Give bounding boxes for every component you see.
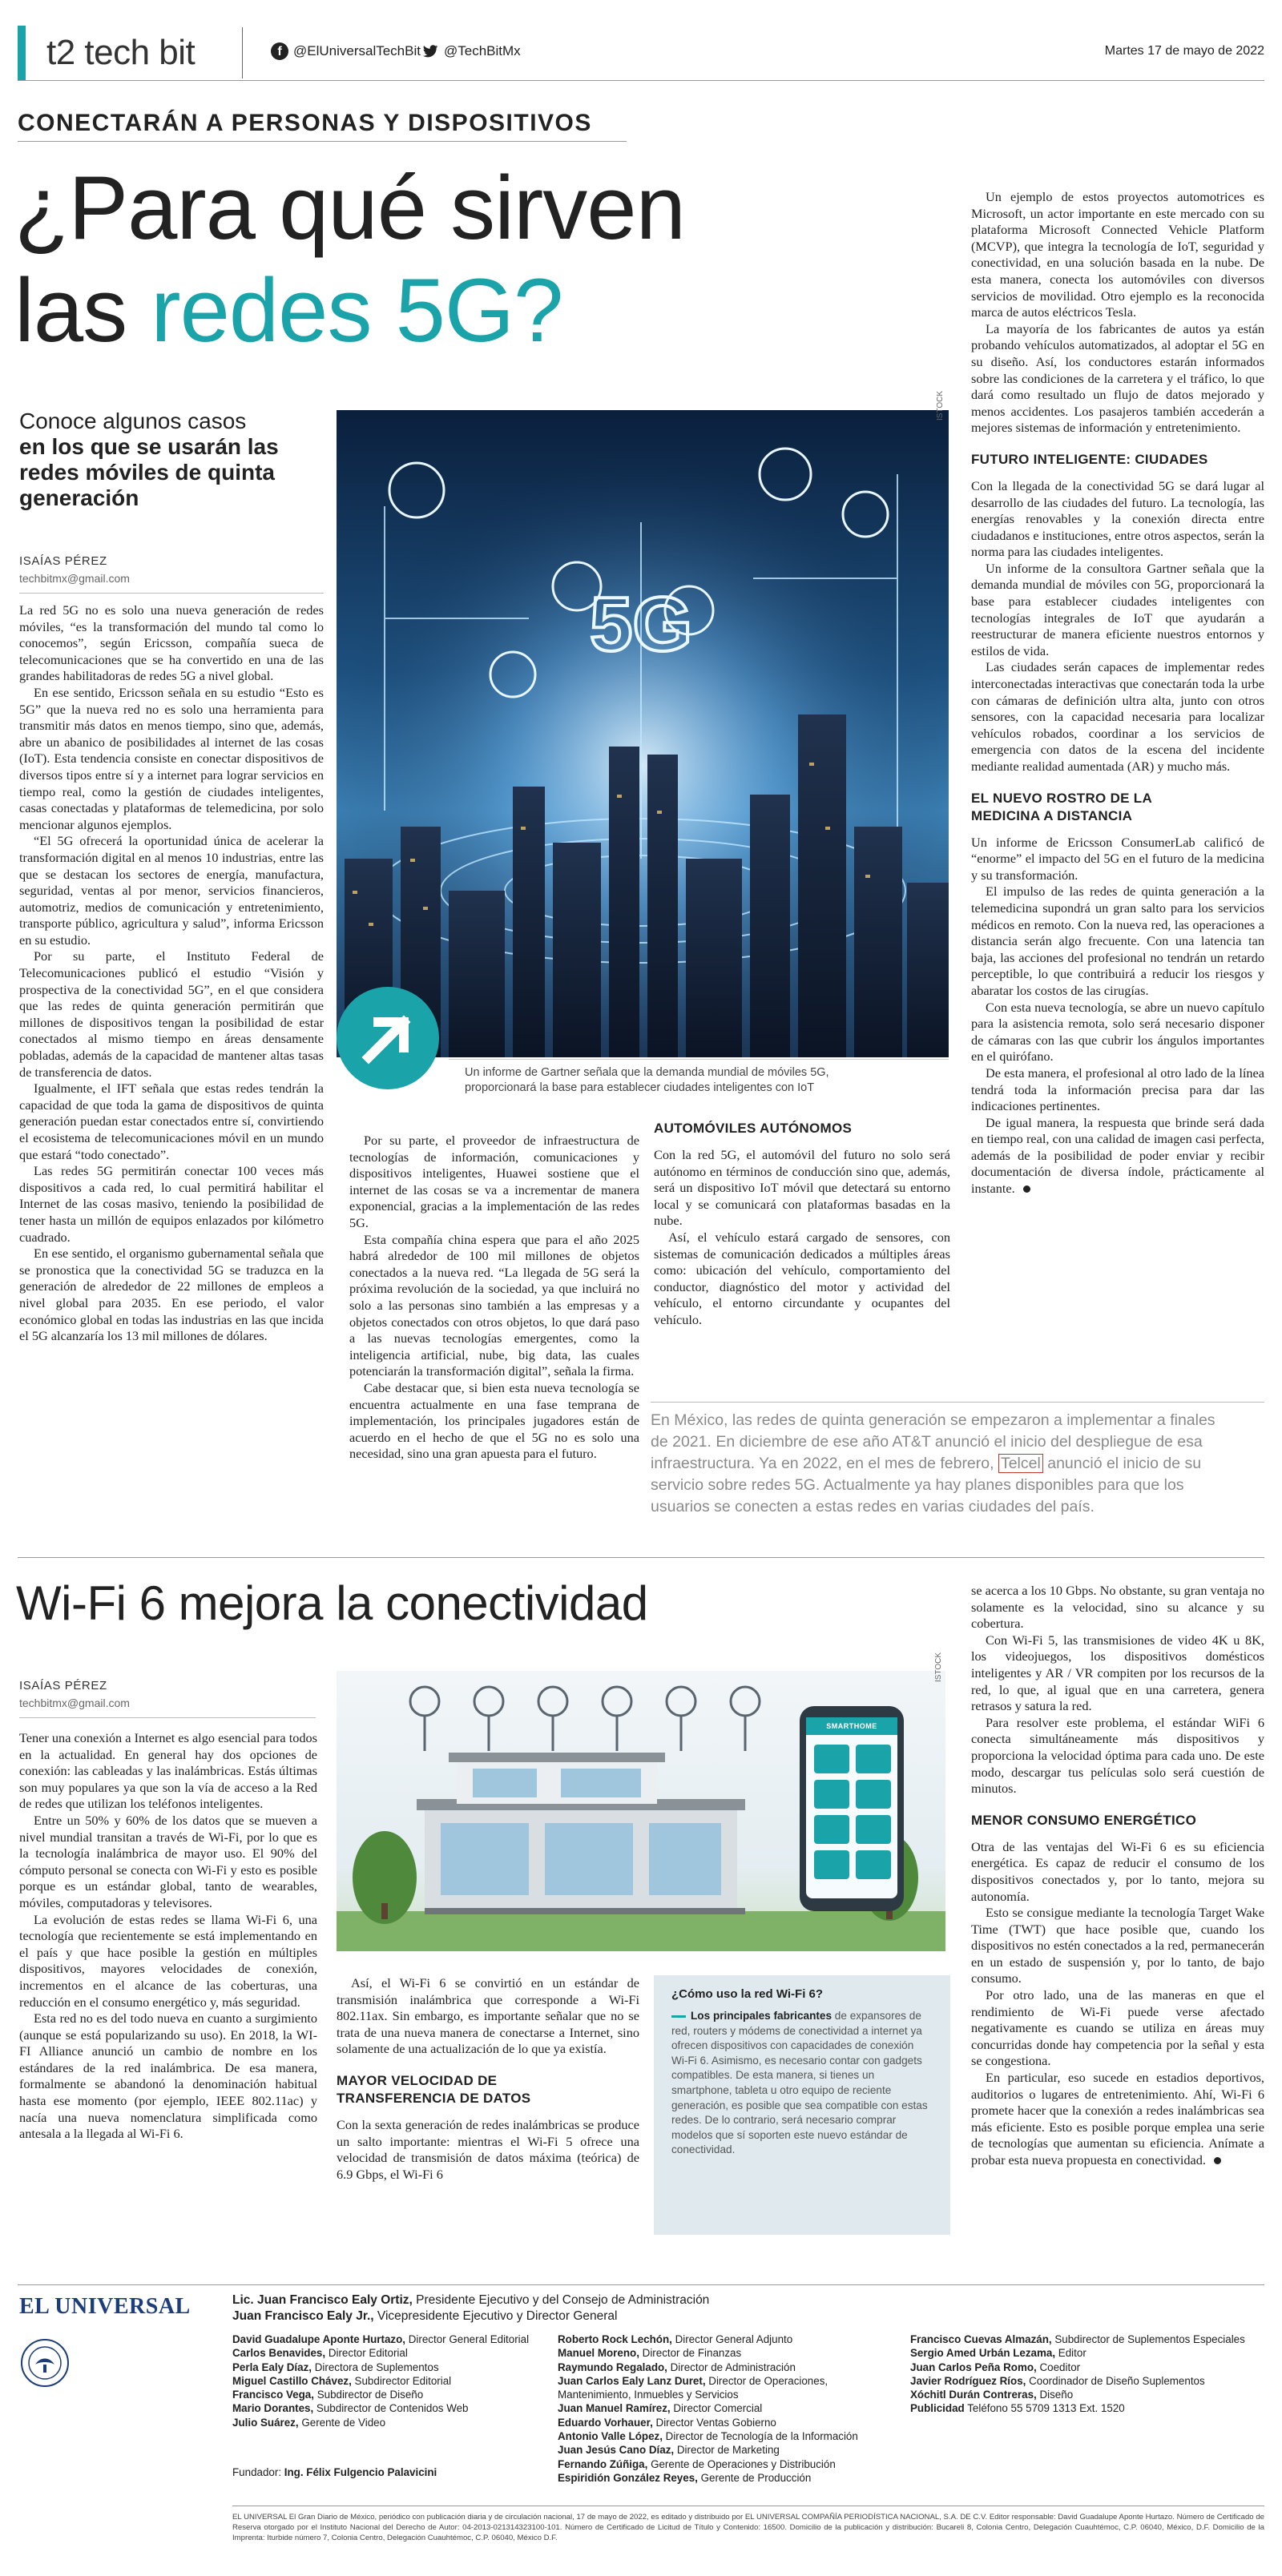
article2-paragraph: Por otro lado, una de las maneras en que el rendimiento de Wi-Fi puede verse afectado negativamente es cuando se utiliza en áreas muy concurridas donde hay competencia por la señal y esta se congestiona.	[971, 1987, 1264, 2069]
article-title	[14, 157, 685, 362]
subhead-velocidad	[337, 2072, 639, 2107]
subhead-medicina-line2: MEDICINA A DISTANCIA	[971, 807, 1133, 823]
article1-column-1	[19, 602, 324, 1345]
end-mark-icon	[1214, 2157, 1221, 2164]
tip-box-title: ¿Cómo uso la red Wi-Fi 6?	[671, 1987, 824, 2001]
staff-role: Teléfono 55 5709 1313 Ext. 1520	[964, 2402, 1125, 2415]
byline	[19, 553, 130, 586]
article1-paragraph: Con esta nueva tecnología, se abre un nuevo capítulo para la asistencia remota, solo será necesario disponer de cámaras con las que cubrir los ángulos importantes en el quirófano.	[971, 999, 1264, 1065]
staff-role: Subdirector Editorial	[351, 2374, 452, 2387]
section-accent-bar	[18, 26, 26, 80]
article1-column-4	[971, 189, 1264, 1197]
masthead-col-3	[910, 2332, 1264, 2416]
hero-cityscape	[337, 410, 949, 1057]
article1-last-paragraph-text: De igual manera, la respuesta que brinde será dada en tiempo real, con una calidad de imagen casi perfecta, además de la posibilidad de poder enviar y recibir documentación de diversa índole, prácticamente al instante.	[971, 1114, 1264, 1197]
staff-role: Director Ventas Gobierno	[652, 2416, 776, 2429]
tip-box-text	[671, 2009, 933, 2158]
masthead-col-1	[232, 2332, 537, 2429]
header-divider	[242, 27, 243, 78]
subhead-autonomos: AUTOMÓVILES AUTÓNOMOS	[654, 1121, 853, 1136]
staff-entry	[232, 2361, 537, 2374]
callout-text-after: anunció el inicio de su servicio sobre redes 5G. Actualmente ya hay planes disponibles para que los usuarios se conecten a estas redes en varias ciudades del país.	[651, 1455, 1202, 1515]
subhead-consumo: MENOR CONSUMO ENERGÉTICO	[971, 1812, 1197, 1828]
author-name: ISAÍAS PÉREZ	[19, 554, 107, 568]
mexico-5g-callout	[651, 1410, 1228, 1518]
byline-rule	[19, 593, 324, 594]
staff-name: Francisco Vega,	[232, 2389, 314, 2401]
el-universal-logo: EL UNIVERSAL	[19, 2294, 191, 2319]
article1-paragraph: Esta compañía china espera que para el año 2025 habrá alrededor de 100 mil millones de objetos conectados a la nueva red. “La llegada de 5G será la próxima revolución de la sociedad, ya que incluirá no solo a las personas sino también a las empresas y a objetos conectados con otros objetos, lo que dará paso a las nuevas tecnologías emergentes, como la inteligencia artificial, nube, big data, las cuales potenciarán la transformación digital”, señala la firma.	[349, 1231, 639, 1379]
article1-paragraph: Con la red 5G, el automóvil del futuro no solo será autónomo en términos de conducción sino que, además, será un dispositivo IoT móvil que detectará su entorno local y se comunicará con plataformas basadas en la nube.	[654, 1147, 950, 1229]
photo-credit-2: ISTOCK	[934, 1652, 943, 1682]
article1-paragraph: Las redes 5G permitirán conectar 100 veces más dispositivos a cada red, lo cual permitirá habilitar el Internet de las cosas masivo, teniendo la posibilidad de tener hasta un millón de equipos enlazados por kilómetro cuadrado.	[19, 1163, 324, 1245]
article-title-line2	[14, 260, 685, 362]
facebook-handle[interactable]	[271, 40, 421, 62]
wifi6-tip-box	[654, 1975, 950, 2235]
article2-paragraph: Con Wi-Fi 5, las transmisiones de video 4K u 8K, los videojuegos, los dispositivos domésticos inteligentes y AR / VR compiten por los recursos de la red, lo que, al igual que en una carretera, genera retrasos y satura la red.	[971, 1632, 1264, 1714]
staff-entry	[232, 2374, 537, 2388]
hero-image	[337, 410, 949, 1057]
staff-entry	[232, 2346, 537, 2360]
byline-2	[19, 1677, 130, 1711]
staff-role: Editor	[1055, 2347, 1086, 2360]
staff-entry	[910, 2346, 1264, 2360]
facebook-icon: f	[271, 42, 288, 60]
arrow-up-right-icon	[337, 987, 439, 1089]
staff-name: Carlos Benavides,	[232, 2347, 326, 2360]
article1-paragraph: Por su parte, el proveedor de infraestructura de tecnologías de información, comunicaciones y dispositivos inteligentes, Huawei sostiene que el internet de las cosas se va a incrementar de manera exponencial, gracias a la implementación de las redes 5G.	[349, 1133, 639, 1230]
article1-paragraph: Igualmente, el IFT señala que estas redes tendrán la capacidad de que toda la gama de dispositivos de quinta generación puedan estar conectados entre sí, convirtiendo el ecosistema de telecomunicaciones móvil en un mundo que estará “todo conectado”.	[19, 1081, 324, 1162]
twitter-handle[interactable]	[421, 40, 521, 62]
callout-telcel-tag: Telcel	[998, 1454, 1043, 1473]
staff-entry	[558, 2346, 878, 2360]
subhead-ciudades: FUTURO INTELIGENTE: CIUDADES	[971, 451, 1208, 467]
staff-name: Javier Rodríguez Ríos,	[910, 2374, 1026, 2387]
article2-last-paragraph-text: En particular, eso sucede en estadios deportivos, auditorios o lugares de entretenimiento. Ahí, Wi-Fi 6 promete hacer que la conexión a redes inalámbricas sea más eficiente. Esto es posible porque emplea una serie de tecnologías que aumentan su eficiencia. Anímate a probar esta nueva propuesta en conectividad.	[971, 2070, 1264, 2167]
article1-paragraph: Un ejemplo de estos proyectos automotrices es Microsoft, un actor importante en este mercado con su plataforma Microsoft Connected Vehicle Platform (MCVP), que integra la tecnología de IoT, seguridad y conectividad, en una solución basada en la nube. De esta manera, conecta los automóviles con diversos servicios de movilidad. Otro ejemplo es la reconocida marca de autos eléctricos Tesla.	[971, 189, 1264, 320]
staff-role: Director de Tecnología de la Información	[662, 2430, 858, 2443]
article2-paragraph: Esta red no es del todo nueva en cuanto a surgimiento (aunque se está popularizando su uso). En 2018, la WI-FI Alliance anunció un cambio de nombre en los estándares de la red inalámbrica. De esa manera, formalmente se abandonó la denominación habitual hasta ese momento (por ejemplo, IEEE 802.11ac) y nacía una nueva nomenclatura simplificada como antesala a la llegada al Wi-Fi 6.	[19, 2010, 317, 2142]
article-title-accent: redes 5G?	[151, 260, 563, 360]
staff-name: Juan Manuel Ramírez,	[558, 2402, 671, 2415]
deck-bold: en los que se usarán las redes móviles de quinta generación	[19, 434, 279, 510]
staff-entry	[558, 2374, 878, 2402]
staff-entry	[232, 2332, 537, 2346]
article2-title: Wi-Fi 6 mejora la conectividad	[16, 1576, 648, 1630]
twitter-icon	[421, 42, 439, 60]
staff-name: Fernando Zúñiga,	[558, 2457, 648, 2470]
staff-name: Antonio Valle López,	[558, 2430, 663, 2443]
masthead-leader-1	[232, 2292, 709, 2308]
staff-entry	[558, 2401, 878, 2415]
article2-paragraph: Tener una conexión a Internet es algo esencial para todos en la actualidad. En general hay dos opciones de conexión: las cableadas y las inalámbricas. Estás últimas son muy populares ya que son la vía de acceso a la Red de redes que utilizan los teléfonos inteligentes.	[19, 1730, 317, 1812]
hero-5g-label: 5G	[589, 582, 693, 667]
article1-paragraph: Un informe de Ericsson ConsumerLab calificó de “enorme” el impacto del 5G en el futuro de la medicina y su transformación.	[971, 834, 1264, 883]
staff-name: David Guadalupe Aponte Hurtazo,	[232, 2333, 406, 2345]
staff-name: Sergio Amed Urbán Lezama,	[910, 2347, 1056, 2360]
arrow-badge	[337, 987, 439, 1089]
article1-paragraph: “El 5G ofrecerá la oportunidad única de acelerar la transformación digital en al menos 10 industrias, entre las que se destacan los sectores de energía, manufactura, seguridad, ventas al por menor, servicios financieros, automotriz, medios de comunicación y entretenimiento, transporte público, agricultura y salud”, informa Ericsson en su estudio.	[19, 833, 324, 948]
article1-paragraph: Por su parte, el Instituto Federal de Telecomunicaciones publicó el estudio “Visión y prospectiva de la conectividad 5G”, en el que considera que las redes de quinta generación permitirán que millones de dispositivos tengan la posibilidad de estar conectados al mismo tiempo en áreas densamente pobladas, además de la capacidad de mantener altas tasas de transferencia de datos.	[19, 948, 324, 1080]
staff-name: Xóchitl Durán Contreras,	[910, 2389, 1037, 2401]
callout-text-before: En México, las redes de quinta generación se empezaron a implementar a finales de 2021. En diciembre de ese año AT&T anunció el inicio del despliegue de esa infraestructura. Ya en 2022, en el mes de febrero,	[651, 1411, 1215, 1472]
staff-name: Roberto Rock Lechón,	[558, 2333, 672, 2345]
staff-role: Gerente de Video	[298, 2416, 386, 2429]
article2-paragraph: Para resolver este problema, el estándar WiFi 6 conecta simultáneamente más dispositivos y proporciona la velocidad óptima para cada uno. De este modo, descargar tus películas solo será cuestión de minutos.	[971, 1714, 1264, 1797]
subhead-velocidad-line1: MAYOR VELOCIDAD DE	[337, 2072, 498, 2088]
staff-name: Mario Dorantes,	[232, 2402, 314, 2415]
staff-name: Juan Carlos Peña Romo,	[910, 2361, 1037, 2373]
staff-name: Miguel Castillo Chávez,	[232, 2374, 352, 2387]
masthead-rule	[18, 2284, 1264, 2285]
photo-credit-1: ISTOCK	[936, 390, 945, 421]
staff-name: Juan Jesús Cano Díaz,	[558, 2444, 675, 2457]
article2-column-1	[19, 1730, 317, 2143]
staff-role: Diseño	[1036, 2389, 1074, 2401]
staff-entry	[558, 2471, 878, 2485]
founder-name: Ing. Félix Fulgencio Palavicini	[284, 2466, 437, 2478]
staff-role: Director de Marketing	[674, 2444, 780, 2457]
tip-box-lead: Los principales fabricantes	[691, 2010, 832, 2022]
article2-paragraph: Con la sexta generación de redes inalámbricas se produce un salto importante: mientras el Wi-Fi 5 ofrece una velocidad de transmisión de datos máxima (teórica) de 6.9 Gbps, el Wi-Fi 6	[337, 2116, 639, 2182]
staff-role: Directora de Suplementos	[312, 2361, 439, 2373]
staff-entry	[558, 2429, 878, 2443]
article1-paragraph: Cabe destacar que, si bien esta nueva tecnología se encuentra actualmente en una fase temprana de implementación, los principales jugadores están de acuerdo en el hecho de que el 5G no es solo una necesidad, sino una gran apuesta para el futuro.	[349, 1379, 639, 1462]
article1-paragraph: El impulso de las redes de quinta generación a la telemedicina supondrá un gran salto para los servicios médicos en remoto. Con la nueva red, las operaciones a distancia serán algo frecuente. Con una latencia tan baja, las acciones del profesional no tendrán un retardo perceptible, lo que contribuirá a reducir los riesgos y abaratar los costos de las cirugías.	[971, 883, 1264, 998]
caption-rule	[449, 1059, 949, 1060]
smarthome-illustration	[337, 1671, 945, 1951]
staff-entry	[558, 2361, 878, 2374]
article1-paragraph: Un informe de la consultora Gartner señala que la demanda mundial de móviles con 5G, proporcionará la base para establecer ciudades inteligentes con tecnologías integrales de IoT que ayudarán a reestructurar de manera eficiente nuestros entornos y estilos de vida.	[971, 560, 1264, 658]
masthead-leaders	[232, 2292, 709, 2324]
article1-paragraph: En ese sentido, el organismo gubernamental señala que se pronostica que la conectividad 5G se traduzca en la generación de alrededor de 22 millones de empleos a nivel global para 2035. En ese periodo, el valor económico global en todas las industrias en las que incida el 5G alcanzaría los 13 mil millones de dólares.	[19, 1246, 324, 1344]
photo-caption: Un informe de Gartner señala que la demanda mundial de móviles 5G, proporcionará la base para establecer ciudades inteligentes con IoT	[465, 1066, 829, 1094]
article2-paragraph	[971, 2070, 1264, 2169]
author-name-2: ISAÍAS PÉREZ	[19, 1679, 107, 1693]
masthead-leader-2	[232, 2308, 709, 2324]
article-kicker: CONECTARÁN A PERSONAS Y DISPOSITIVOS	[18, 110, 592, 136]
staff-entry	[558, 2443, 878, 2457]
section-divider	[18, 1557, 1264, 1558]
leader-1-name: Lic. Juan Francisco Ealy Ortiz,	[232, 2293, 413, 2307]
eagle-seal-icon	[21, 2339, 69, 2387]
issue-date: Martes 17 de mayo de 2022	[1104, 44, 1264, 58]
article1-column-2	[349, 1133, 639, 1463]
author-email[interactable]: techbitmx@gmail.com	[19, 572, 130, 585]
article2-paragraph: Entre un 50% y 60% de los datos que se mueven a nivel mundial transitan a través de Wi-Fi, por lo que es la tecnología inalámbrica de mayor uso. El 90% del cómputo personal se conecta con Wi-Fi y esto es posible porque es un estándar global, tanto de wearables, móviles, computadoras y televisores.	[19, 1812, 317, 1910]
staff-entry	[232, 2388, 537, 2401]
article1-paragraph: La mayoría de los fabricantes de autos ya están probando vehículos automatizados, al adoptar el 5G en su diseño. Así, los conductores estarán informados sobre las condiciones de la carretera y el tráfico, lo que dará como resultado un flujo de datos mejorado y menos accidentes. Los pasajeros también accederán a mejores sistemas de información y entretenimiento.	[971, 320, 1264, 436]
staff-role: Director General Editorial	[405, 2333, 530, 2345]
staff-role: Director de Administración	[667, 2361, 796, 2373]
founder-label: Fundador:	[232, 2466, 284, 2478]
staff-name: Espiridión González Reyes,	[558, 2471, 698, 2484]
staff-entry	[232, 2401, 537, 2415]
phone-app-title: SMARTHOME	[826, 1722, 877, 1730]
staff-entry	[910, 2388, 1264, 2401]
article2-paragraph: Otra de las ventajas del Wi-Fi 6 es su eficiencia energética. Es capaz de reducir el consumo de los dispositivos conectados y, por lo tanto, mejora su autonomía.	[971, 1838, 1264, 1904]
article1-paragraph	[971, 1115, 1264, 1197]
staff-name: Manuel Moreno,	[558, 2347, 639, 2360]
smarthome-image	[337, 1671, 945, 1951]
staff-entry	[910, 2332, 1264, 2346]
section-name: t2 tech bit	[46, 33, 196, 72]
staff-role: Director General Adjunto	[671, 2333, 793, 2345]
facebook-handle-text: @ElUniversalTechBit	[293, 43, 421, 58]
staff-role: Subdirector de Suplementos Especiales	[1051, 2333, 1245, 2345]
article1-paragraph: La red 5G no es solo una nueva generación de redes móviles, “es la transformación del mundo tal como lo conocemos”, según Ericsson, compañía sueca de telecomunicaciones que se ha convertido en una de las grandes habilitadoras de redes 5G a nivel global.	[19, 602, 324, 684]
article1-paragraph: Así, el vehículo estará cargado de sensores, con sistemas de comunicación dedicados a múltiples áreas como: ubicación del vehículo, comportamiento del conductor, diagnóstico del motor y actividad del vehículo, el entorno circundante y ocupantes del vehículo.	[654, 1229, 950, 1327]
end-mark-icon	[1023, 1185, 1030, 1193]
staff-role: Gerente de Operaciones y Distribución	[647, 2457, 836, 2470]
article1-column-3	[654, 1120, 950, 1329]
staff-role: Director Editorial	[325, 2347, 408, 2360]
staff-entry	[558, 2416, 878, 2429]
tip-box-bullet	[671, 2015, 686, 2018]
staff-role: Gerente de Producción	[697, 2471, 812, 2484]
article2-paragraph: se acerca a los 10 Gbps. No obstante, su gran ventaja no solamente es la velocidad, sino su alcance y su cobertura.	[971, 1583, 1264, 1632]
subhead-medicina	[971, 790, 1264, 825]
staff-name: Raymundo Regalado,	[558, 2361, 667, 2373]
header-rule	[18, 80, 1264, 81]
legal-notice: EL UNIVERSAL El Gran Diario de México, periódico con publicación diaria y de circulación nacional, 17 de mayo de 2022, es editado y distribuido por EL UNIVERSAL COMPAÑÍA PERIODÍSTICA NACIONAL, S.A. DE C.V. Editor responsable: David Guadalupe Aponte Hurtazo. Número de Certificado de Reserva otorgado por el Instituto Nacional del Derecho de Autor: 04-2013-021314323100-101. Número de Certificado de Licitud de Título y Contenido: 16500. Domicilio de la publicación y distribución: Bucareli 8, Colonia Centro, Delegación Cuauhtémoc, C.P. 06040, México, D.F. Domicilio de la Imprenta: Iturbide número 7, Colonia Centro, Delegación Cuauhtémoc, C.P. 06040, México D.F.	[232, 2513, 1264, 2542]
staff-name: Publicidad	[910, 2402, 965, 2415]
staff-entry	[558, 2332, 878, 2346]
byline-rule-2	[19, 1717, 316, 1718]
staff-entry	[910, 2374, 1264, 2388]
article-deck	[19, 409, 324, 511]
staff-name: Juan Carlos Ealy Lanz Duret,	[558, 2374, 706, 2387]
author-email-2[interactable]: techbitmx@gmail.com	[19, 1697, 130, 1709]
staff-role: Director Comercial	[670, 2402, 763, 2415]
staff-role: Subdirector de Contenidos Web	[313, 2402, 469, 2415]
subhead-velocidad-line2: TRANSFERENCIA DE DATOS	[337, 2090, 531, 2106]
callout-rule-top	[651, 1402, 1264, 1403]
article1-paragraph: Con la llegada de la conectividad 5G se dará lugar al desarrollo de las ciudades del futuro. La tecnología, las energías renovables y la conexión directa entre ciudadanos e instituciones, entre otros aspectos, serán la norma para las ciudades inteligentes.	[971, 477, 1264, 560]
masthead-col-2	[558, 2332, 878, 2485]
article1-paragraph: De esta manera, el profesional al otro lado de la línea tendrá toda la información precisa para dar las indicaciones pertinentes.	[971, 1065, 1264, 1114]
leader-2-name: Juan Francisco Ealy Jr.,	[232, 2309, 374, 2323]
staff-entry	[558, 2457, 878, 2471]
tip-box-body: de expansores de red, routers y módems de conectividad a internet ya ofrecen dispositivos con capacidades de conexión Wi-Fi 6. Asimismo, es necesario contar con gadgets compatibles. De esta manera, si tienes un smartphone, tableta u otro equipo de reciente generación, es posible que sea compatible con estas redes. De lo contrario, será necesario comprar modelos que sí soporten este nuevo estándar de conectividad.	[671, 2010, 928, 2156]
article2-column-2	[337, 1975, 639, 2183]
staff-role: Director de Finanzas	[639, 2347, 742, 2360]
article2-column-4	[971, 1583, 1264, 2169]
staff-role: Subdirector de Diseño	[313, 2389, 424, 2401]
twitter-handle-text: @TechBitMx	[444, 43, 521, 58]
article2-paragraph: Esto se consigue mediante la tecnología Target Wake Time (TWT) que hace posible que, cuando los dispositivos no estén conectados a la red, permanecerán en un estado de suspensión y, por lo tanto, de bajo consumo.	[971, 1905, 1264, 1986]
founder-line	[232, 2465, 437, 2479]
staff-name: Eduardo Vorhauer,	[558, 2416, 653, 2429]
staff-name: Perla Ealy Díaz,	[232, 2361, 312, 2373]
deck-light: Conoce algunos casos	[19, 409, 247, 433]
staff-name: Julio Suárez,	[232, 2416, 299, 2429]
leader-1-role: Presidente Ejecutivo y del Consejo de Administración	[412, 2293, 710, 2307]
article2-paragraph: Así, el Wi-Fi 6 se convirtió en un estándar de transmisión inalámbrica que corresponde a Wi-Fi 802.11ax. Sin embargo, es importante señalar que no se trata de una nueva manera de conectarse a Internet, sino solamente de una actualización de lo que ya existía.	[337, 1975, 639, 2057]
staff-name: Francisco Cuevas Almazán,	[910, 2333, 1052, 2345]
article-title-las: las	[14, 260, 151, 360]
subhead-medicina-line1: EL NUEVO ROSTRO DE LA	[971, 790, 1153, 806]
staff-entry	[910, 2401, 1264, 2415]
staff-role: Coordinador de Diseño Suplementos	[1026, 2374, 1205, 2387]
staff-role: Coeditor	[1036, 2361, 1081, 2373]
staff-entry	[910, 2361, 1264, 2374]
leader-2-role: Vicepresidente Ejecutivo y Director General	[373, 2309, 618, 2323]
staff-role: Director de Operaciones, Mantenimiento, Inmuebles y Servicios	[558, 2374, 828, 2401]
article2-paragraph: La evolución de estas redes se llama Wi-Fi 6, una tecnología que recientemente se está implementando en el país y que hace posible la gestión en múltiples dispositivos, mayores velocidades de conexión, incrementos en el alcance de las coberturas, una reducción en el consumo energético y, más seguridad.	[19, 1911, 317, 2010]
article1-paragraph: Las ciudades serán capaces de implementar redes interconectadas interactivas que conectarán toda la urbe con cámaras de definición ultra alta, junto con otros sensores, con la capacidad necesaria para localizar vehículos robados, coordinar a los servicios de emergencia con datos de la escena del incidente mediante realidad aumentada (AR) y mucho más.	[971, 659, 1264, 774]
kicker-underline	[18, 141, 627, 142]
article1-paragraph: En ese sentido, Ericsson señala en su estudio “Esto es 5G” que la nueva red no es solo una herramienta para transmitir más datos en menos tiempo, sino que, además, abre un abanico de posibilidades al internet de las cosas (IoT). Esta tendencia consiste en conectar dispositivos de diversos tipos entre sí y a internet para lograr servicios en tiempo real, como la gestión de ciudades inteligentes, casas conectadas y plataformas de telemedicina, por solo mencionar algunos ejemplos.	[19, 684, 324, 832]
article-title-line1: ¿Para qué sirven	[14, 158, 685, 258]
staff-entry	[232, 2416, 537, 2429]
